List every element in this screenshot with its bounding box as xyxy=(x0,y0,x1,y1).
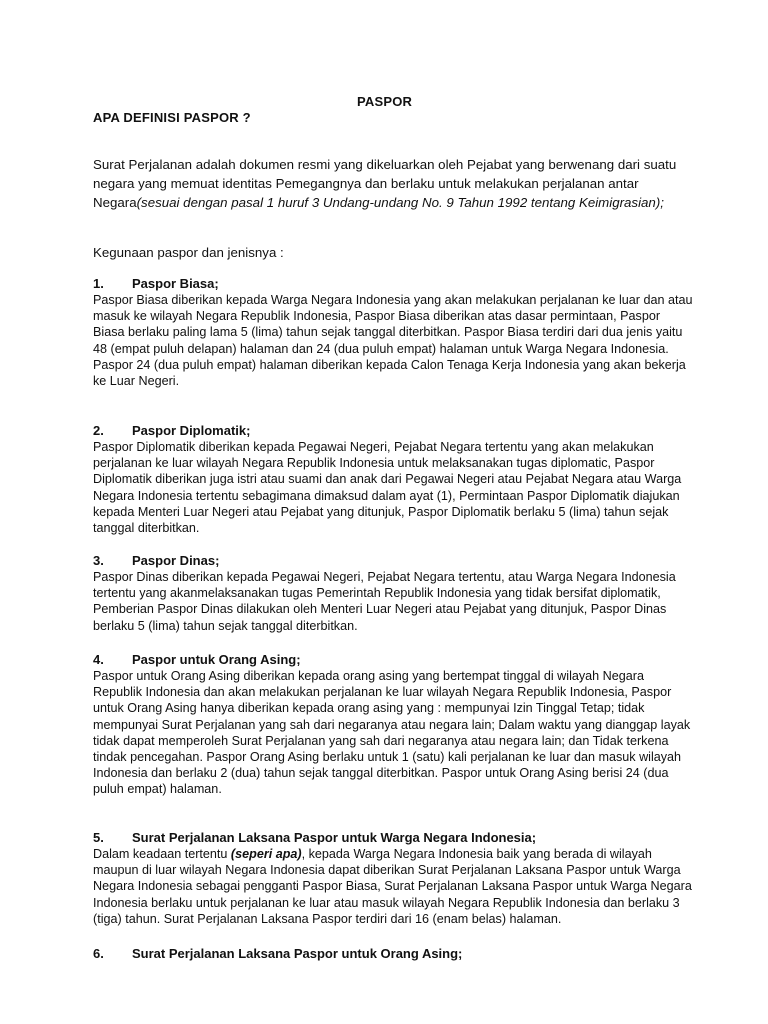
section-body-emphasis: (seperi apa) xyxy=(230,847,302,861)
section-body: Paspor Biasa diberikan kepada Warga Negara Indonesia yang akan melakukan perjalanan ke luar dan atau masuk ke wilayah Negara Republik Indonesia, Paspor Biasa diberikan atas dasar permintaan, Paspor Biasa berlaku paling lama 5 (lima) tahun sejak tanggal diterbitkan. Paspor Biasa terdiri dari dua jenis yaitu 48 (empat puluh delapan) halaman dan 24 (dua puluh empat) halaman untuk Warga Negara Indonesia. Paspor 24 (dua puluh empat) halaman diberikan kepada Calon Tenaga Kerja Indonesia yang akan bekerja ke Luar Negeri. xyxy=(93,293,693,389)
section-body: Paspor untuk Orang Asing diberikan kepada orang asing yang bertempat tinggal di wilayah Negara Republik Indonesia dan akan melakukan perjalanan ke luar wilayah Negara Republik Indonesia, Paspor untuk Orang Asing hanya diberikan kepada orang asing yang : mempunyai Izin Tinggal Tetap; tidak mempunyai Surat Perjalanan yang sah dari negaranya atau negara lain; Dalam waktu yang dianggap layak tidak dapat memperoleh Surat Perjalanan yang sah dari negaranya atau negara lain; dan Tidak terkena tindak pencegahan. Paspor Orang Asing berlaku untuk 1 (satu) kali perjalanan ke luar dan masuk wilayah Indonesia dan berlaku 2 (dua) tahun sejak tanggal diterbitkan. Paspor untuk Orang Asing berisi 24 (dua puluh empat) halaman. xyxy=(93,669,691,797)
section-number: 5. xyxy=(93,830,104,845)
document-title: PASPOR xyxy=(357,94,413,109)
intro-paragraph xyxy=(93,155,693,212)
intro-text: Surat Perjalanan adalah dokumen resmi yang dikeluarkan oleh Pejabat yang berwenang dari suatu negara yang memuat identitas Pemegangnya dan berlaku untuk melakukan perjalanan antar Negara xyxy=(93,157,677,210)
section-body-start: Dalam keadaan tertentu xyxy=(93,847,231,861)
section-number: 3. xyxy=(93,553,104,568)
kegunaan-line: Kegunaan paspor dan jenisnya : xyxy=(93,245,284,260)
section-title: Paspor Dinas; xyxy=(132,553,220,568)
section-heading xyxy=(93,276,693,292)
section-paspor-dinas xyxy=(93,553,693,634)
section-splp-orang-asing xyxy=(93,946,693,962)
section-splp-wni xyxy=(93,830,693,927)
section-title: Surat Perjalanan Laksana Paspor untuk Warga Negara Indonesia; xyxy=(132,830,537,845)
section-paspor-biasa xyxy=(93,276,693,389)
section-title: Surat Perjalanan Laksana Paspor untuk Orang Asing; xyxy=(132,946,463,961)
section-title: Paspor Diplomatik; xyxy=(132,423,251,438)
section-body: Paspor Diplomatik diberikan kepada Pegawai Negeri, Pejabat Negara tertentu yang akan melakukan perjalanan ke luar wilayah Negara Republik Indonesia untuk melaksanakan tugas diplomatic, Paspor Diplomatik diberikan juga istri atau suami dan anak dari Pegawai Negeri atau Pejabat Negara atau Warga Negara Indonesia tertentu sebagimana dimaksud dalam ayat (1), Permintaan Paspor Diplomatik diajukan kepada Menteri Luar Negeri atau Pejabat yang ditunjuk, Paspor Diplomatik berlaku 5 (lima) tahun sejak tanggal diterbitkan. xyxy=(93,440,682,536)
section-number: 1. xyxy=(93,276,104,291)
section-heading xyxy=(93,423,693,439)
section-body-rest: , kepada Warga Negara Indonesia baik yang berada di wilayah maupun di luar wilayah Negara Indonesia dapat diberikan Surat Perjalanan Laksana Paspor untuk Warga Negara Indonesia sebagai pengganti Paspor Biasa, Surat Perjalanan Laksana Paspor untuk Warga Negara Indonesia berlaku untuk perjalanan ke luar atau masuk wilayah Negara Republik Indonesia dan berlaku 3 (tiga) tahun. Surat Perjalanan Laksana Paspor terdiri dari 16 (enam belas) halaman. xyxy=(93,847,692,926)
section-heading xyxy=(93,652,693,668)
section-heading xyxy=(93,553,693,569)
section-number: 2. xyxy=(93,423,104,438)
section-heading xyxy=(93,830,693,846)
section-paspor-diplomatik xyxy=(93,423,693,536)
section-number: 6. xyxy=(93,946,104,961)
section-number: 4. xyxy=(93,652,104,667)
section-title: Paspor Biasa; xyxy=(132,276,219,291)
section-body: Paspor Dinas diberikan kepada Pegawai Negeri, Pejabat Negara tertentu, atau Warga Negara Indonesia tertentu yang akanmelaksanakan tugas Pemerintah Republik Indonesia yang tidak bersifat diplomatik, Pemberian Paspor Dinas dilakukan oleh Menteri Luar Negeri atau Pejabat yang ditunjuk, Paspor Dinas berlaku 5 (lima) tahun sejak tanggal diterbitkan. xyxy=(93,570,676,633)
section-paspor-orang-asing xyxy=(93,652,693,798)
section-title: Paspor untuk Orang Asing; xyxy=(132,652,301,667)
section-body xyxy=(93,846,693,927)
definition-heading: APA DEFINISI PASPOR ? xyxy=(93,110,251,125)
section-heading xyxy=(93,946,693,962)
intro-reference: (sesuai dengan pasal 1 huruf 3 Undang-undang No. 9 Tahun 1992 tentang Keimigrasian); xyxy=(136,195,664,210)
